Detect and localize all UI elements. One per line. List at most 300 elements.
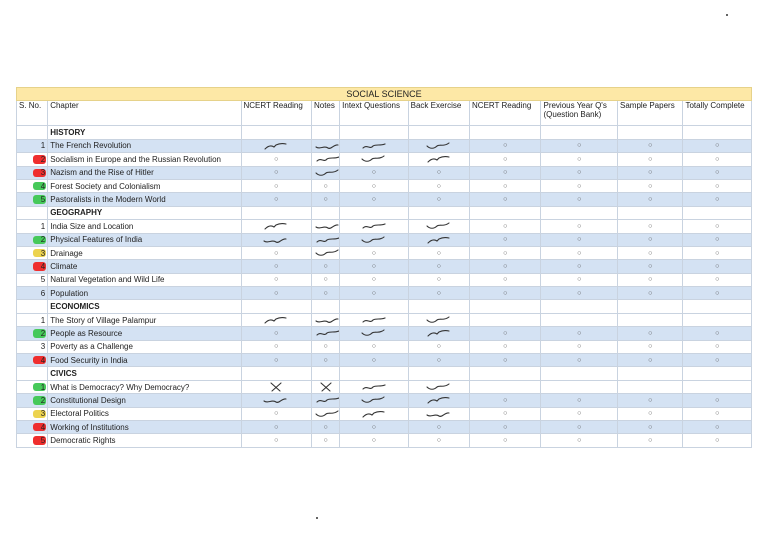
chapter-name: Forest Society and Colonialism xyxy=(48,179,241,192)
empty-cell xyxy=(470,380,541,393)
chapter-row xyxy=(17,246,752,259)
chapter-number-text: 1 xyxy=(40,141,46,151)
unchecked-box[interactable]: ○ xyxy=(311,273,339,286)
unchecked-box[interactable]: ○ xyxy=(618,340,683,353)
check-mark-icon[interactable] xyxy=(311,394,339,407)
unchecked-box[interactable]: ○ xyxy=(683,327,752,340)
unchecked-box[interactable]: ○ xyxy=(541,327,618,340)
chapter-row xyxy=(17,287,752,300)
check-mark-icon[interactable] xyxy=(340,327,408,340)
header-sample-papers: Sample Papers xyxy=(618,101,683,126)
chapter-number xyxy=(17,380,48,393)
section-empty-cell xyxy=(241,300,311,313)
chapter-number-text: 3 xyxy=(40,342,46,352)
header-ncert-reading-2: NCERT Reading xyxy=(470,101,541,126)
chapter-number xyxy=(17,287,48,300)
section-empty-cell xyxy=(470,206,541,219)
chapter-number xyxy=(17,273,48,286)
chapter-number xyxy=(17,233,48,246)
unchecked-box[interactable]: ○ xyxy=(618,394,683,407)
unchecked-box[interactable]: ○ xyxy=(311,340,339,353)
section-empty-cell xyxy=(311,126,339,139)
chapter-number xyxy=(17,220,48,233)
chapter-number-text: 4 xyxy=(40,355,46,365)
chapter-number xyxy=(17,327,48,340)
unchecked-box[interactable]: ○ xyxy=(683,407,752,420)
unchecked-box[interactable]: ○ xyxy=(618,153,683,166)
check-mark-icon[interactable] xyxy=(340,153,408,166)
unchecked-box[interactable]: ○ xyxy=(683,394,752,407)
check-mark-icon[interactable] xyxy=(311,139,339,152)
unchecked-box[interactable]: ○ xyxy=(618,273,683,286)
section-empty-cell xyxy=(541,206,618,219)
section-empty-cell xyxy=(541,367,618,380)
unchecked-box[interactable]: ○ xyxy=(311,260,339,273)
section-empty-cell xyxy=(470,367,541,380)
chapter-name: Democratic Rights xyxy=(48,434,241,447)
chapter-name: The French Revolution xyxy=(48,139,241,152)
chapter-number-text: 3 xyxy=(40,409,46,419)
unchecked-box[interactable]: ○ xyxy=(683,193,752,206)
chapter-number-text: 5 xyxy=(40,275,46,285)
unchecked-box[interactable]: ○ xyxy=(340,340,408,353)
unchecked-box[interactable]: ○ xyxy=(241,179,311,192)
chapter-name: Natural Vegetation and Wild Life xyxy=(48,273,241,286)
check-mark-icon[interactable] xyxy=(340,313,408,326)
unchecked-box[interactable]: ○ xyxy=(340,273,408,286)
empty-cell xyxy=(541,313,618,326)
check-mark-icon[interactable] xyxy=(408,407,469,420)
unchecked-box[interactable]: ○ xyxy=(618,260,683,273)
check-mark-icon[interactable] xyxy=(408,327,469,340)
header-ncert-reading: NCERT Reading xyxy=(241,101,311,126)
section-empty-cell xyxy=(541,126,618,139)
unchecked-box[interactable]: ○ xyxy=(618,179,683,192)
section-empty-cell xyxy=(311,367,339,380)
cross-mark-icon[interactable] xyxy=(241,380,311,393)
unchecked-box[interactable]: ○ xyxy=(683,179,752,192)
chapter-row xyxy=(17,420,752,433)
chapter-number-text: 2 xyxy=(40,154,46,164)
chapter-name: Nazism and the Rise of Hitler xyxy=(48,166,241,179)
section-empty-cell xyxy=(340,126,408,139)
empty-cell xyxy=(683,313,752,326)
unchecked-box[interactable]: ○ xyxy=(470,179,541,192)
unchecked-box[interactable]: ○ xyxy=(683,354,752,367)
unchecked-box[interactable]: ○ xyxy=(241,246,311,259)
chapter-name: What is Democracy? Why Democracy? xyxy=(48,380,241,393)
section-empty-cell xyxy=(541,300,618,313)
chapter-number-text: 4 xyxy=(40,181,46,191)
unchecked-box[interactable]: ○ xyxy=(470,260,541,273)
chapter-number-text: 2 xyxy=(40,328,46,338)
chapter-number xyxy=(17,153,48,166)
unchecked-box[interactable]: ○ xyxy=(618,407,683,420)
section-empty-cell xyxy=(241,206,311,219)
chapter-row xyxy=(17,220,752,233)
unchecked-box[interactable]: ○ xyxy=(683,434,752,447)
check-mark-icon[interactable] xyxy=(311,327,339,340)
section-empty-cell xyxy=(340,206,408,219)
check-mark-icon[interactable] xyxy=(241,220,311,233)
section-title: ECONOMICS xyxy=(48,300,241,313)
chapter-number-text: 4 xyxy=(40,261,46,271)
unchecked-box[interactable]: ○ xyxy=(683,273,752,286)
title-row xyxy=(17,88,752,101)
unchecked-box[interactable]: ○ xyxy=(408,354,469,367)
unchecked-box[interactable]: ○ xyxy=(618,354,683,367)
unchecked-box[interactable]: ○ xyxy=(311,193,339,206)
empty-cell xyxy=(618,380,683,393)
unchecked-box[interactable]: ○ xyxy=(683,260,752,273)
chapter-number-text: 2 xyxy=(40,395,46,405)
empty-cell xyxy=(683,380,752,393)
unchecked-box[interactable]: ○ xyxy=(618,420,683,433)
unchecked-box[interactable]: ○ xyxy=(541,354,618,367)
unchecked-box[interactable]: ○ xyxy=(470,193,541,206)
unchecked-box[interactable]: ○ xyxy=(241,287,311,300)
unchecked-box[interactable]: ○ xyxy=(340,287,408,300)
chapter-name: Electoral Politics xyxy=(48,407,241,420)
check-mark-icon[interactable] xyxy=(241,394,311,407)
chapter-name: Socialism in Europe and the Russian Revolution xyxy=(48,153,241,166)
unchecked-box[interactable]: ○ xyxy=(683,139,752,152)
cross-mark-icon[interactable] xyxy=(311,380,339,393)
check-mark-icon[interactable] xyxy=(408,233,469,246)
unchecked-box[interactable]: ○ xyxy=(618,246,683,259)
section-empty-cell xyxy=(618,367,683,380)
chapter-row xyxy=(17,139,752,152)
section-empty-cell xyxy=(683,206,752,219)
unchecked-box[interactable]: ○ xyxy=(470,287,541,300)
check-mark-icon[interactable] xyxy=(408,394,469,407)
unchecked-box[interactable]: ○ xyxy=(241,327,311,340)
unchecked-box[interactable]: ○ xyxy=(408,193,469,206)
unchecked-box[interactable]: ○ xyxy=(340,434,408,447)
section-title: CIVICS xyxy=(48,367,241,380)
check-mark-icon[interactable] xyxy=(340,380,408,393)
header-chapter: Chapter xyxy=(48,101,241,126)
unchecked-box[interactable]: ○ xyxy=(470,354,541,367)
unchecked-box[interactable]: ○ xyxy=(541,153,618,166)
unchecked-box[interactable]: ○ xyxy=(470,139,541,152)
unchecked-box[interactable]: ○ xyxy=(311,420,339,433)
empty-cell xyxy=(541,380,618,393)
unchecked-box[interactable]: ○ xyxy=(618,166,683,179)
section-row xyxy=(17,206,752,219)
chapter-number-text: 3 xyxy=(40,248,46,258)
unchecked-box[interactable]: ○ xyxy=(470,273,541,286)
chapter-row xyxy=(17,193,752,206)
unchecked-box[interactable]: ○ xyxy=(683,340,752,353)
section-blank xyxy=(17,300,48,313)
unchecked-box[interactable]: ○ xyxy=(541,340,618,353)
chapter-row xyxy=(17,260,752,273)
unchecked-box[interactable]: ○ xyxy=(340,420,408,433)
section-blank xyxy=(17,206,48,219)
chapter-number xyxy=(17,394,48,407)
unchecked-box[interactable]: ○ xyxy=(541,220,618,233)
unchecked-box[interactable]: ○ xyxy=(470,407,541,420)
unchecked-box[interactable]: ○ xyxy=(618,327,683,340)
chapter-row xyxy=(17,434,752,447)
chapter-number xyxy=(17,434,48,447)
check-mark-icon[interactable] xyxy=(340,220,408,233)
section-empty-cell xyxy=(683,126,752,139)
unchecked-box[interactable]: ○ xyxy=(683,287,752,300)
chapter-name: Constitutional Design xyxy=(48,394,241,407)
header-notes: Notes xyxy=(311,101,339,126)
section-empty-cell xyxy=(311,300,339,313)
unchecked-box[interactable]: ○ xyxy=(618,233,683,246)
section-empty-cell xyxy=(340,367,408,380)
chapter-number-text: 3 xyxy=(40,168,46,178)
check-mark-icon[interactable] xyxy=(241,313,311,326)
section-empty-cell xyxy=(408,206,469,219)
unchecked-box[interactable]: ○ xyxy=(470,340,541,353)
unchecked-box[interactable]: ○ xyxy=(408,434,469,447)
unchecked-box[interactable]: ○ xyxy=(470,394,541,407)
speck-top xyxy=(726,14,728,16)
unchecked-box[interactable]: ○ xyxy=(470,327,541,340)
unchecked-box[interactable]: ○ xyxy=(241,354,311,367)
chapter-number xyxy=(17,166,48,179)
unchecked-box[interactable]: ○ xyxy=(408,420,469,433)
unchecked-box[interactable]: ○ xyxy=(618,193,683,206)
unchecked-box[interactable]: ○ xyxy=(408,179,469,192)
header-back-exercise: Back Exercise xyxy=(408,101,469,126)
unchecked-box[interactable]: ○ xyxy=(470,233,541,246)
section-row xyxy=(17,367,752,380)
check-mark-icon[interactable] xyxy=(408,153,469,166)
unchecked-box[interactable]: ○ xyxy=(311,287,339,300)
chapter-number xyxy=(17,407,48,420)
unchecked-box[interactable]: ○ xyxy=(241,260,311,273)
chapter-name: Physical Features of India xyxy=(48,233,241,246)
chapter-row xyxy=(17,327,752,340)
chapter-name: Climate xyxy=(48,260,241,273)
chapter-number xyxy=(17,260,48,273)
unchecked-box[interactable]: ○ xyxy=(470,246,541,259)
unchecked-box[interactable]: ○ xyxy=(470,220,541,233)
check-mark-icon[interactable] xyxy=(311,407,339,420)
check-mark-icon[interactable] xyxy=(311,233,339,246)
chapter-name: Working of Institutions xyxy=(48,420,241,433)
header-previous-year: Previous Year Q's (Question Bank) xyxy=(541,101,618,126)
chapter-number-text: 1 xyxy=(40,315,46,325)
header-totally-complete: Totally Complete xyxy=(683,101,752,126)
unchecked-box[interactable]: ○ xyxy=(408,273,469,286)
section-empty-cell xyxy=(241,126,311,139)
unchecked-box[interactable]: ○ xyxy=(241,166,311,179)
speck-bottom xyxy=(316,517,318,519)
unchecked-box[interactable]: ○ xyxy=(541,166,618,179)
section-empty-cell xyxy=(683,367,752,380)
section-blank xyxy=(17,126,48,139)
unchecked-box[interactable]: ○ xyxy=(311,434,339,447)
section-blank xyxy=(17,367,48,380)
check-mark-icon[interactable] xyxy=(311,313,339,326)
unchecked-box[interactable]: ○ xyxy=(683,233,752,246)
unchecked-box[interactable]: ○ xyxy=(618,139,683,152)
unchecked-box[interactable]: ○ xyxy=(683,246,752,259)
chapter-row xyxy=(17,313,752,326)
header-row xyxy=(17,101,752,126)
chapter-row xyxy=(17,233,752,246)
unchecked-box[interactable]: ○ xyxy=(541,394,618,407)
header-intext-questions: Intext Questions xyxy=(340,101,408,126)
section-empty-cell xyxy=(618,300,683,313)
unchecked-box[interactable]: ○ xyxy=(340,193,408,206)
unchecked-box[interactable]: ○ xyxy=(541,193,618,206)
chapter-number xyxy=(17,179,48,192)
unchecked-box[interactable]: ○ xyxy=(340,166,408,179)
chapter-row xyxy=(17,380,752,393)
unchecked-box[interactable]: ○ xyxy=(683,220,752,233)
chapter-number-text: 4 xyxy=(40,422,46,432)
chapter-row xyxy=(17,166,752,179)
unchecked-box[interactable]: ○ xyxy=(618,287,683,300)
section-empty-cell xyxy=(683,300,752,313)
unchecked-box[interactable]: ○ xyxy=(470,434,541,447)
chapter-name: People as Resource xyxy=(48,327,241,340)
chapter-number xyxy=(17,420,48,433)
check-mark-icon[interactable] xyxy=(408,139,469,152)
empty-cell xyxy=(618,313,683,326)
chapter-row xyxy=(17,407,752,420)
progress-sheet xyxy=(16,87,752,448)
unchecked-box[interactable]: ○ xyxy=(541,287,618,300)
section-empty-cell xyxy=(408,300,469,313)
check-mark-icon[interactable] xyxy=(241,233,311,246)
chapter-row xyxy=(17,340,752,353)
chapter-number-text: 5 xyxy=(40,195,46,205)
chapter-number xyxy=(17,340,48,353)
unchecked-box[interactable]: ○ xyxy=(683,153,752,166)
chapter-name: Food Security in India xyxy=(48,354,241,367)
unchecked-box[interactable]: ○ xyxy=(618,220,683,233)
unchecked-box[interactable]: ○ xyxy=(470,166,541,179)
unchecked-box[interactable]: ○ xyxy=(241,420,311,433)
check-mark-icon[interactable] xyxy=(408,220,469,233)
chapter-number xyxy=(17,354,48,367)
unchecked-box[interactable]: ○ xyxy=(408,166,469,179)
check-mark-icon[interactable] xyxy=(340,407,408,420)
section-empty-cell xyxy=(408,126,469,139)
check-mark-icon[interactable] xyxy=(311,246,339,259)
unchecked-box[interactable]: ○ xyxy=(408,287,469,300)
chapter-name: Drainage xyxy=(48,246,241,259)
section-empty-cell xyxy=(618,126,683,139)
unchecked-box[interactable]: ○ xyxy=(311,354,339,367)
section-empty-cell xyxy=(241,367,311,380)
chapter-row xyxy=(17,153,752,166)
chapter-name: Poverty as a Challenge xyxy=(48,340,241,353)
chapter-number xyxy=(17,313,48,326)
check-mark-icon[interactable] xyxy=(340,394,408,407)
unchecked-box[interactable]: ○ xyxy=(311,179,339,192)
unchecked-box[interactable]: ○ xyxy=(541,260,618,273)
check-mark-icon[interactable] xyxy=(311,153,339,166)
unchecked-box[interactable]: ○ xyxy=(541,434,618,447)
unchecked-box[interactable]: ○ xyxy=(683,166,752,179)
chapter-number-text: 2 xyxy=(40,235,46,245)
chapter-name: Population xyxy=(48,287,241,300)
chapter-name: The Story of Village Palampur xyxy=(48,313,241,326)
section-row xyxy=(17,126,752,139)
section-empty-cell xyxy=(408,367,469,380)
header-sno: S. No. xyxy=(17,101,48,126)
section-title: GEOGRAPHY xyxy=(48,206,241,219)
section-title: HISTORY xyxy=(48,126,241,139)
check-mark-icon[interactable] xyxy=(340,139,408,152)
chapter-number xyxy=(17,246,48,259)
unchecked-box[interactable]: ○ xyxy=(618,434,683,447)
sheet-title: SOCIAL SCIENCE xyxy=(17,88,752,101)
section-empty-cell xyxy=(340,300,408,313)
chapter-row xyxy=(17,394,752,407)
section-empty-cell xyxy=(618,206,683,219)
check-mark-icon[interactable] xyxy=(311,220,339,233)
chapter-number-text: 1 xyxy=(40,382,46,392)
chapter-row xyxy=(17,354,752,367)
unchecked-box[interactable]: ○ xyxy=(541,246,618,259)
check-mark-icon[interactable] xyxy=(311,166,339,179)
chapter-number xyxy=(17,193,48,206)
chapter-number-text: 6 xyxy=(40,288,46,298)
unchecked-box[interactable]: ○ xyxy=(470,420,541,433)
chapter-number xyxy=(17,139,48,152)
section-row xyxy=(17,300,752,313)
unchecked-box[interactable]: ○ xyxy=(241,340,311,353)
unchecked-box[interactable]: ○ xyxy=(541,179,618,192)
unchecked-box[interactable]: ○ xyxy=(241,193,311,206)
unchecked-box[interactable]: ○ xyxy=(340,260,408,273)
unchecked-box[interactable]: ○ xyxy=(241,407,311,420)
chapter-row xyxy=(17,273,752,286)
unchecked-box[interactable]: ○ xyxy=(241,434,311,447)
section-empty-cell xyxy=(311,206,339,219)
chapter-number-text: 1 xyxy=(40,221,46,231)
check-mark-icon[interactable] xyxy=(241,139,311,152)
unchecked-box[interactable]: ○ xyxy=(683,420,752,433)
unchecked-box[interactable]: ○ xyxy=(340,179,408,192)
unchecked-box[interactable]: ○ xyxy=(408,260,469,273)
unchecked-box[interactable]: ○ xyxy=(340,354,408,367)
unchecked-box[interactable]: ○ xyxy=(541,273,618,286)
section-empty-cell xyxy=(470,126,541,139)
unchecked-box[interactable]: ○ xyxy=(541,420,618,433)
unchecked-box[interactable]: ○ xyxy=(241,153,311,166)
chapter-row xyxy=(17,179,752,192)
unchecked-box[interactable]: ○ xyxy=(541,233,618,246)
check-mark-icon[interactable] xyxy=(340,233,408,246)
section-empty-cell xyxy=(470,300,541,313)
unchecked-box[interactable]: ○ xyxy=(470,153,541,166)
chapter-name: Pastoralists in the Modern World xyxy=(48,193,241,206)
chapter-number-text: 5 xyxy=(40,436,46,446)
check-mark-icon[interactable] xyxy=(408,380,469,393)
unchecked-box[interactable]: ○ xyxy=(241,273,311,286)
unchecked-box[interactable]: ○ xyxy=(541,139,618,152)
empty-cell xyxy=(470,313,541,326)
unchecked-box[interactable]: ○ xyxy=(340,246,408,259)
check-mark-icon[interactable] xyxy=(408,313,469,326)
unchecked-box[interactable]: ○ xyxy=(541,407,618,420)
chapter-name: India Size and Location xyxy=(48,220,241,233)
unchecked-box[interactable]: ○ xyxy=(408,246,469,259)
unchecked-box[interactable]: ○ xyxy=(408,340,469,353)
